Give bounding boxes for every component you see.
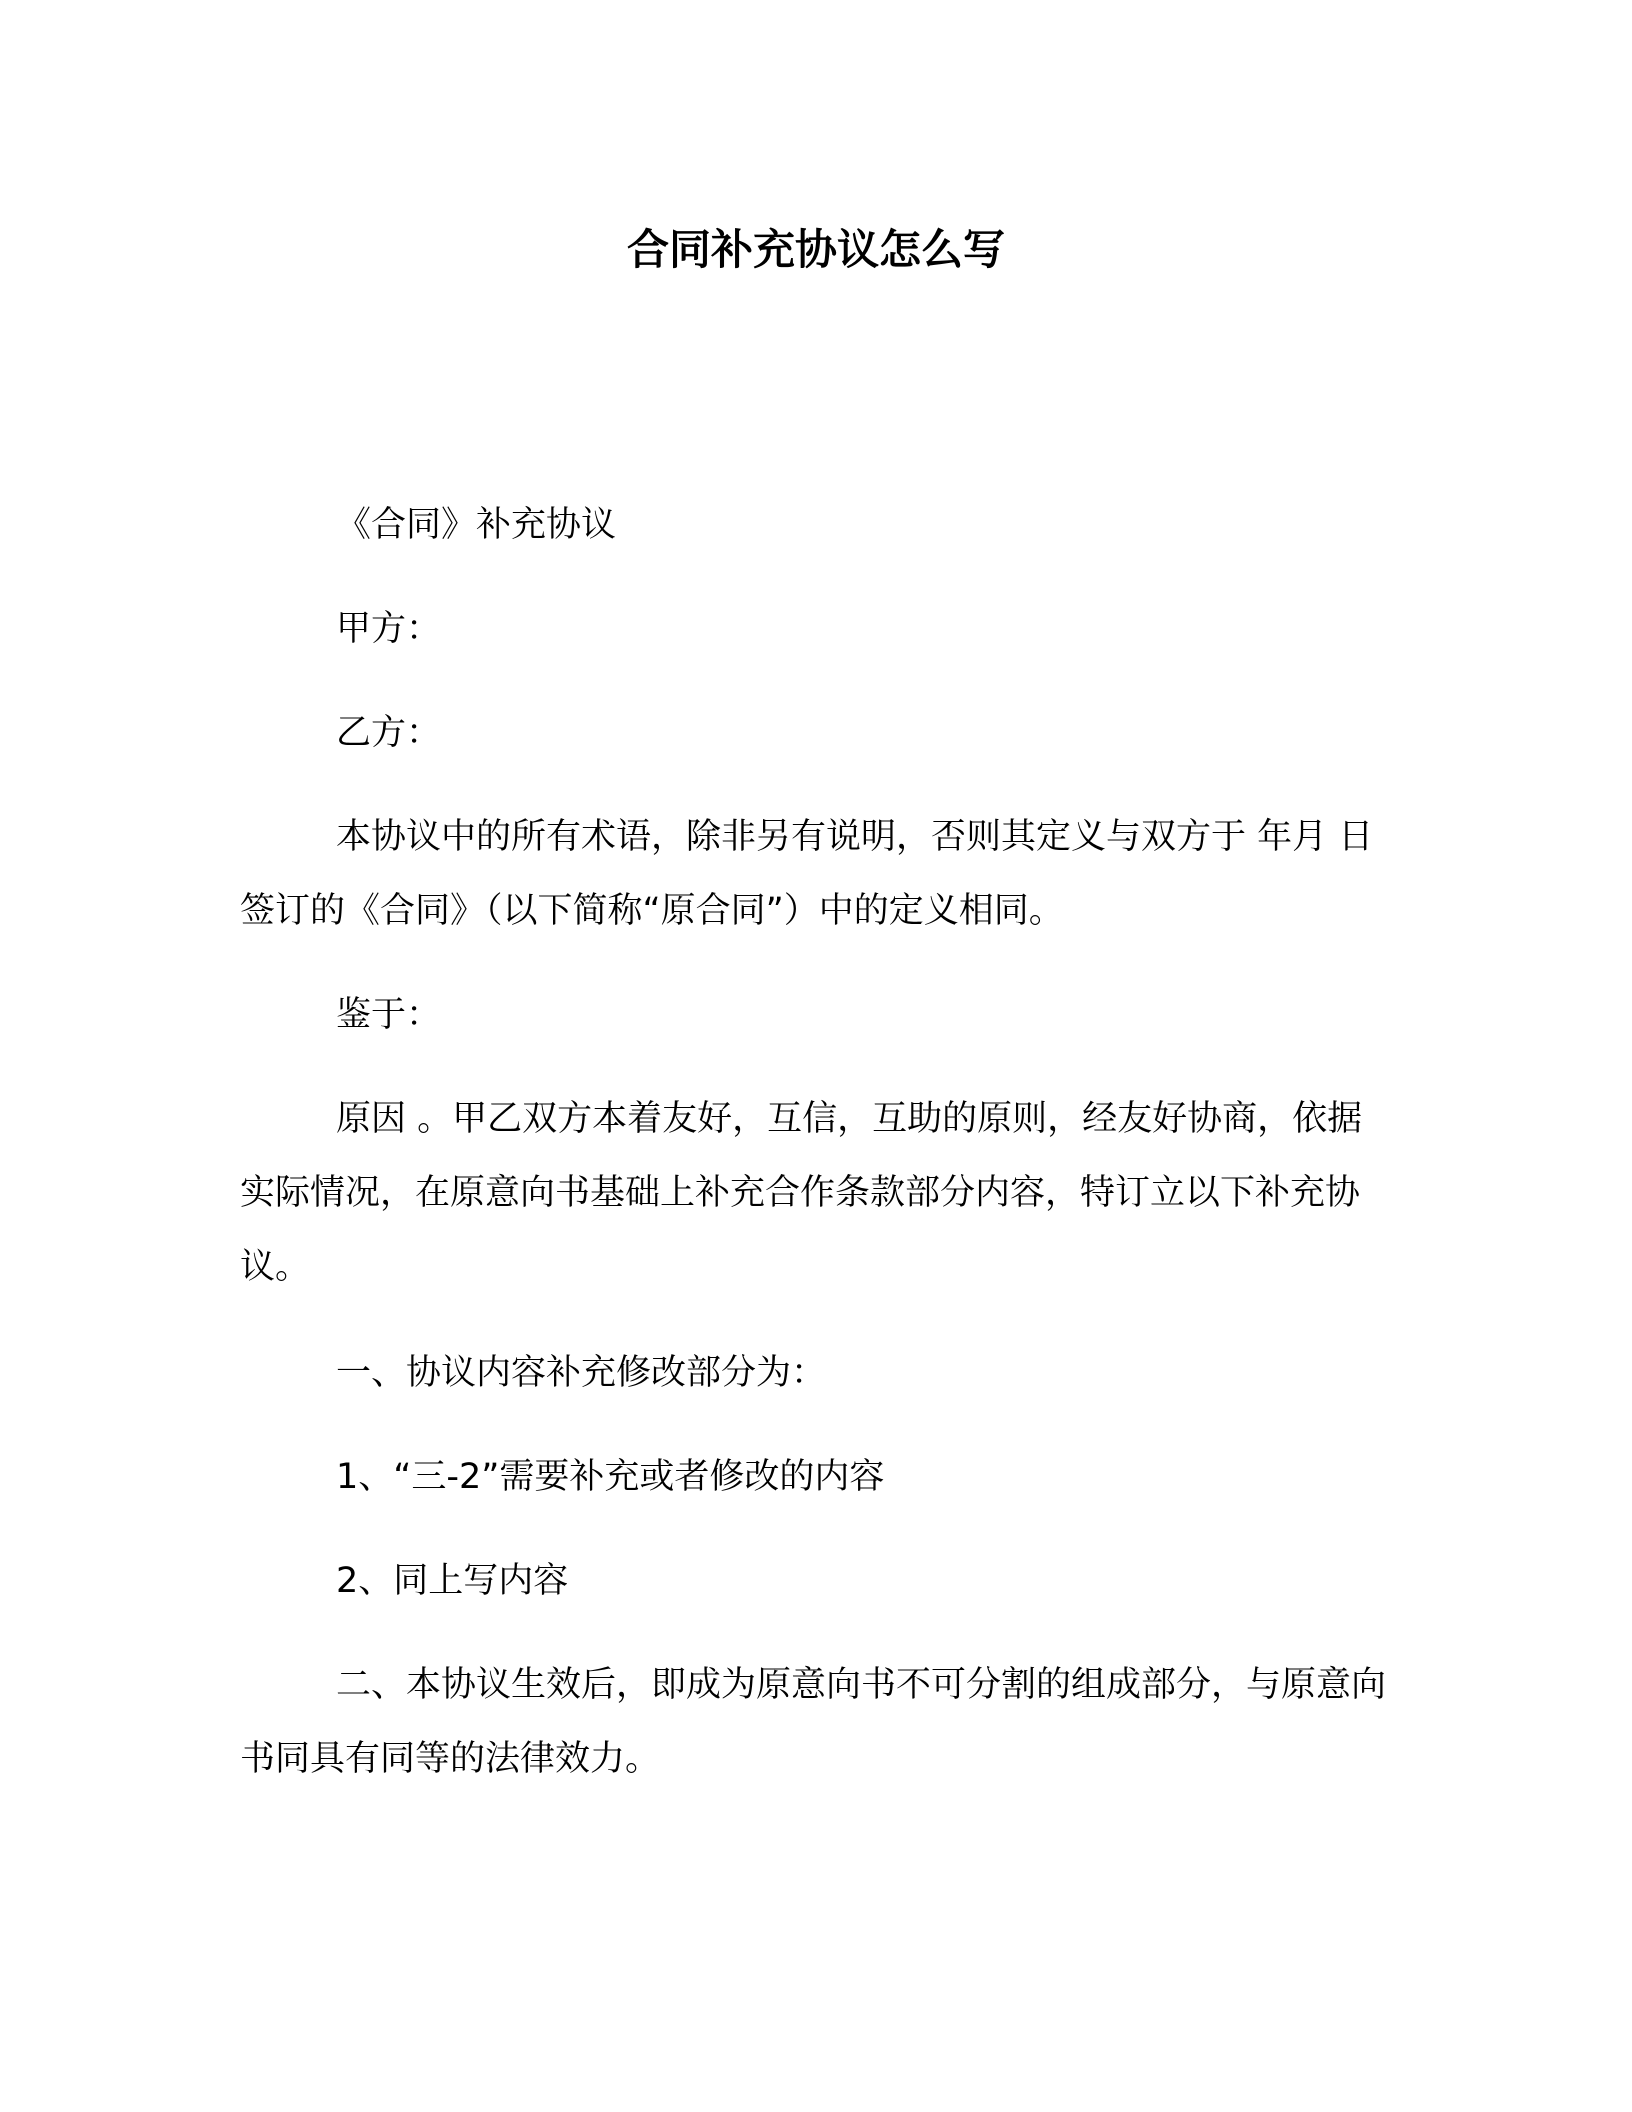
document-title: 合同补充协议怎么写 — [626, 225, 1005, 274]
paragraph-reason: 原因 。甲乙双方本着友好，互信，互助的原则，经友好协商，依据实际情况，在原意向书基础上补充合作条款部分内容，特订立以下补充协议。 — [240, 1099, 1363, 1287]
paragraph-whereas: 鉴于： — [336, 995, 442, 1035]
paragraph-agreement-heading: 《合同》补充协议 — [336, 505, 617, 545]
paragraph-definitions: 本协议中的所有术语，除非另有说明，否则其定义与双方于 年月 日签订的《合同》（以下简称“原合同”）中的定义相同。 — [240, 817, 1374, 931]
paragraph-section-two: 二、本协议生效后，即成为原意向书不可分割的组成部分，与原意向书同具有同等的法律效力。 — [240, 1665, 1387, 1779]
paragraph-item-2: 2、同上写内容 — [336, 1561, 569, 1601]
paragraph-item-1: 1、“三-2”需要补充或者修改的内容 — [336, 1457, 885, 1497]
paragraph-section-one: 一、协议内容补充修改部分为： — [336, 1353, 827, 1393]
paragraph-party-a: 甲方： — [336, 609, 442, 649]
paragraph-party-b: 乙方： — [336, 713, 442, 753]
